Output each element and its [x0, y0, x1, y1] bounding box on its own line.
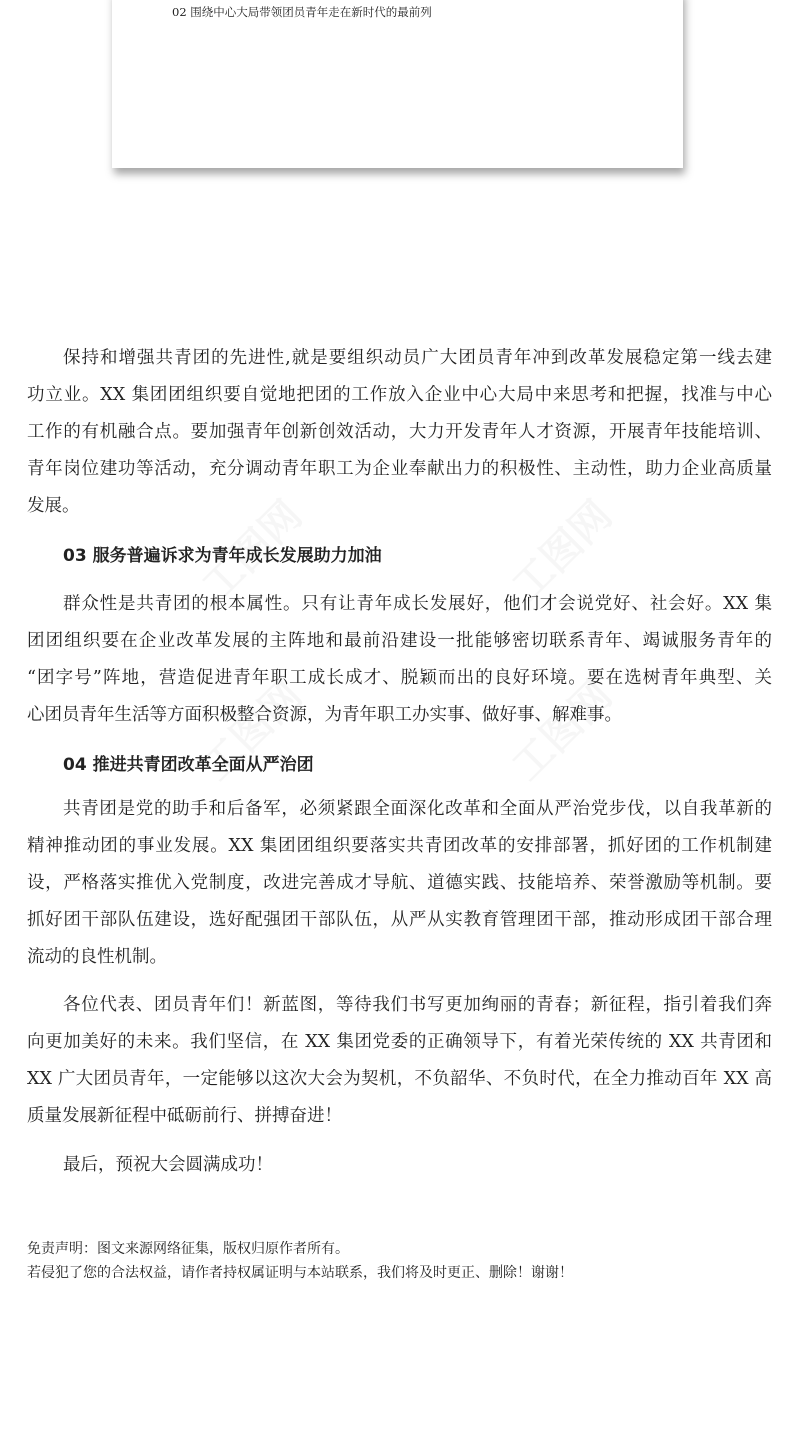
paragraph-line: 设，严格落实推优入党制度，改进完善成才导航、道德实践、技能培养、荣誉激励等机制。要: [27, 873, 772, 893]
paragraph-line: 向更加美好的未来。我们坚信，在 XX 集团党委的正确领导下，有着光荣传统的 XX 共青团和: [27, 1032, 772, 1052]
paragraph-line: 最后，预祝大会圆满成功！: [63, 1155, 273, 1175]
paragraph-line: 流动的良性机制。: [27, 947, 167, 967]
section-heading: 03 服务普遍诉求为青年成长发展助力加油: [63, 546, 382, 566]
paragraph-line: 发展。: [27, 496, 80, 516]
card-subtitle: 02 围绕中心大局带领团员青年走在新时代的最前列: [172, 5, 432, 19]
paragraph-line: XX 广大团员青年，一定能够以这次大会为契机，不负韶华、不负时代，在全力推动百年 XX 高: [27, 1069, 772, 1089]
paragraph-line: 功立业。XX 集团团组织要自觉地把团的工作放入企业中心大局中来思考和把握，找准与中心: [27, 385, 772, 405]
paragraph-line: 保持和增强共青团的先进性,就是要组织动员广大团员青年冲到改革发展稳定第一线去建: [63, 348, 772, 368]
paragraph-line: 共青团是党的助手和后备军，必须紧跟全面深化改革和全面从严治党步伐，以自我革新的: [63, 799, 772, 819]
paragraph-line: “团字号”阵地，营造促进青年职工成长成才、脱颖而出的良好环境。要在选树青年典型、关: [27, 668, 772, 688]
paragraph-line: 团团组织要在企业改革发展的主阵地和最前沿建设一批能够密切联系青年、竭诚服务青年的: [27, 631, 772, 651]
paragraph-line: 青年岗位建功等活动，充分调动青年职工为企业奉献出力的积极性、主动性，助力企业高质量: [27, 459, 772, 479]
paragraph-line: 质量发展新征程中砥砺前行、拼搏奋进！: [27, 1106, 342, 1126]
disclaimer-line-2: 若侵犯了您的合法权益，请作者持权属证明与本站联系，我们将及时更正、删除！谢谢！: [27, 1265, 573, 1281]
paragraph-line: 群众性是共青团的根本属性。只有让青年成长发展好，他们才会说党好、社会好。XX 集: [63, 594, 772, 614]
paragraph-line: 心团员青年生活等方面积极整合资源，为青年职工办实事、做好事、解难事。: [27, 705, 622, 725]
paragraph-line: 精神推动团的事业发展。XX 集团团组织要落实共青团改革的安排部署，抓好团的工作机制建: [27, 836, 772, 856]
disclaimer-line-1: 免责声明：图文来源网络征集，版权归原作者所有。: [27, 1241, 349, 1257]
section-heading: 04 推进共青团改革全面从严治团: [63, 755, 314, 775]
preview-card: [112, 0, 683, 168]
paragraph-line: 各位代表、团员青年们！新蓝图，等待我们书写更加绚丽的青春；新征程，指引着我们奔: [63, 995, 772, 1015]
paragraph-line: 工作的有机融合点。要加强青年创新创效活动，大力开发青年人才资源，开展青年技能培训、: [27, 422, 772, 442]
paragraph-line: 抓好团干部队伍建设，选好配强团干部队伍，从严从实教育管理团干部，推动形成团干部合理: [27, 910, 772, 930]
